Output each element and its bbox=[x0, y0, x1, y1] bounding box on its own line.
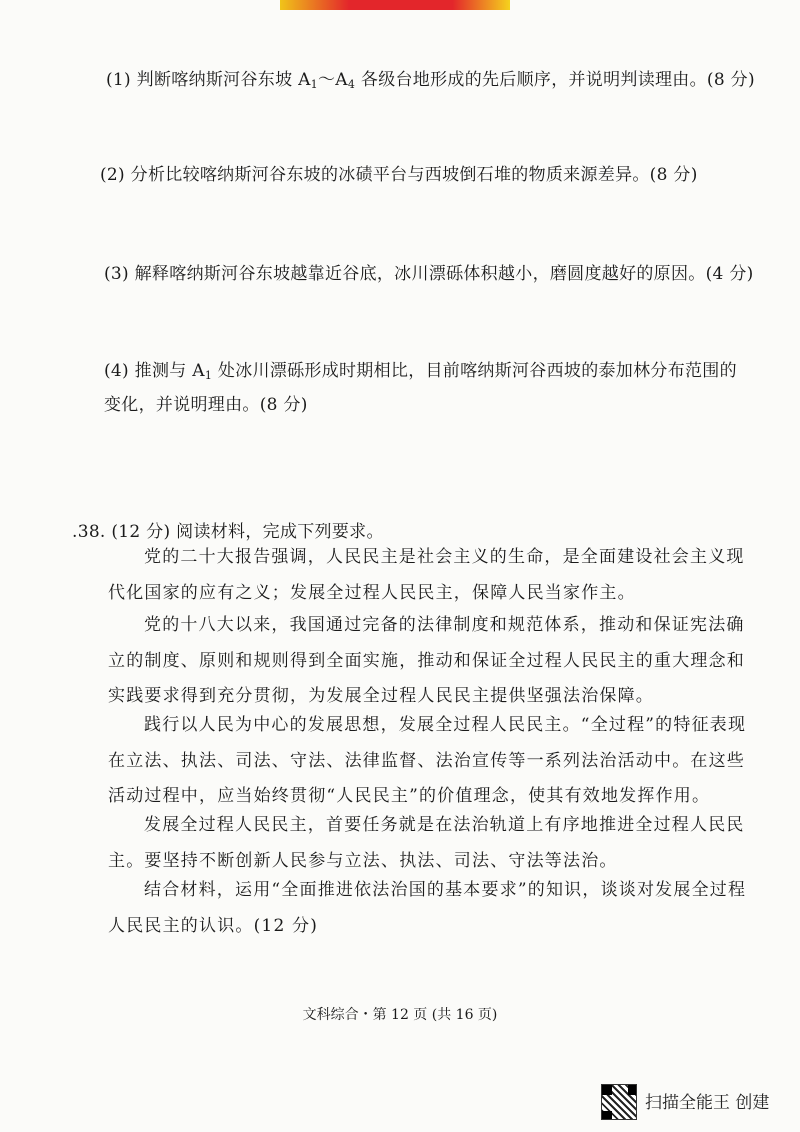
question-3: (3) 解释喀纳斯河谷东坡越靠近谷底，冰川漂砾体积越小，磨圆度越好的原因。(4 分) bbox=[104, 264, 754, 284]
material-paragraph-1: 党的二十大报告强调，人民民主是社会主义的生命，是全面建设社会主义现代化国家的应有之义；发展全过程人民民主，保障人民当家作主。 bbox=[108, 547, 745, 603]
scanner-watermark: 扫描全能王 创建 bbox=[645, 1093, 770, 1113]
qr-code-icon bbox=[601, 1084, 637, 1120]
question-1: (1) 判断喀纳斯河谷东坡 $A_1\sim A_4$ 各级台地形成的先后顺序，并说明判读理由。(8 分) bbox=[106, 70, 755, 91]
question-4-line1: (4) 推测与 $A_1$ 处冰川漂砾形成时期相比，目前喀纳斯河谷西坡的泰加林分布范围的 bbox=[104, 361, 737, 382]
material-paragraph-3: 践行以人民为中心的发展思想，发展全过程人民民主。“全过程”的特征表现在立法、执法、司法、守法、法律监督、法治宣传等一系列法治活动中。在这些活动过程中，应当始终贯彻“人民民主”的价值理念，使其有效地发挥作用。 bbox=[108, 715, 747, 806]
task-instruction: 结合材料，运用“全面推进依法治国的基本要求”的知识，谈谈对发展全过程人民民主的认识。(12 分) bbox=[108, 880, 747, 936]
question-38-header: .38. (12 分) 阅读材料，完成下列要求。 bbox=[72, 522, 384, 542]
material-paragraph-2: 党的十八大以来，我国通过完备的法律制度和规范体系，推动和保证宪法确立的制度、原则和规则得到全面实施，推动和保证全过程人民民主的重大理念和实践要求得到充分贯彻，为发展全过程人民民主提供坚强法治保障。 bbox=[108, 615, 745, 706]
question-2: (2) 分析比较喀纳斯河谷东坡的冰碛平台与西坡倒石堆的物质来源差异。(8 分) bbox=[100, 165, 698, 185]
material-paragraph-4: 发展全过程人民民主，首要任务就是在法治轨道上有序地推进全过程人民民主。要坚持不断创新人民参与立法、执法、司法、守法等法治。 bbox=[108, 815, 745, 871]
question-4-line2: 变化，并说明理由。(8 分) bbox=[104, 395, 308, 415]
top-color-strip bbox=[280, 0, 510, 10]
page-footer: 文科综合・第 12 页 (共 16 页) bbox=[302, 1007, 498, 1023]
